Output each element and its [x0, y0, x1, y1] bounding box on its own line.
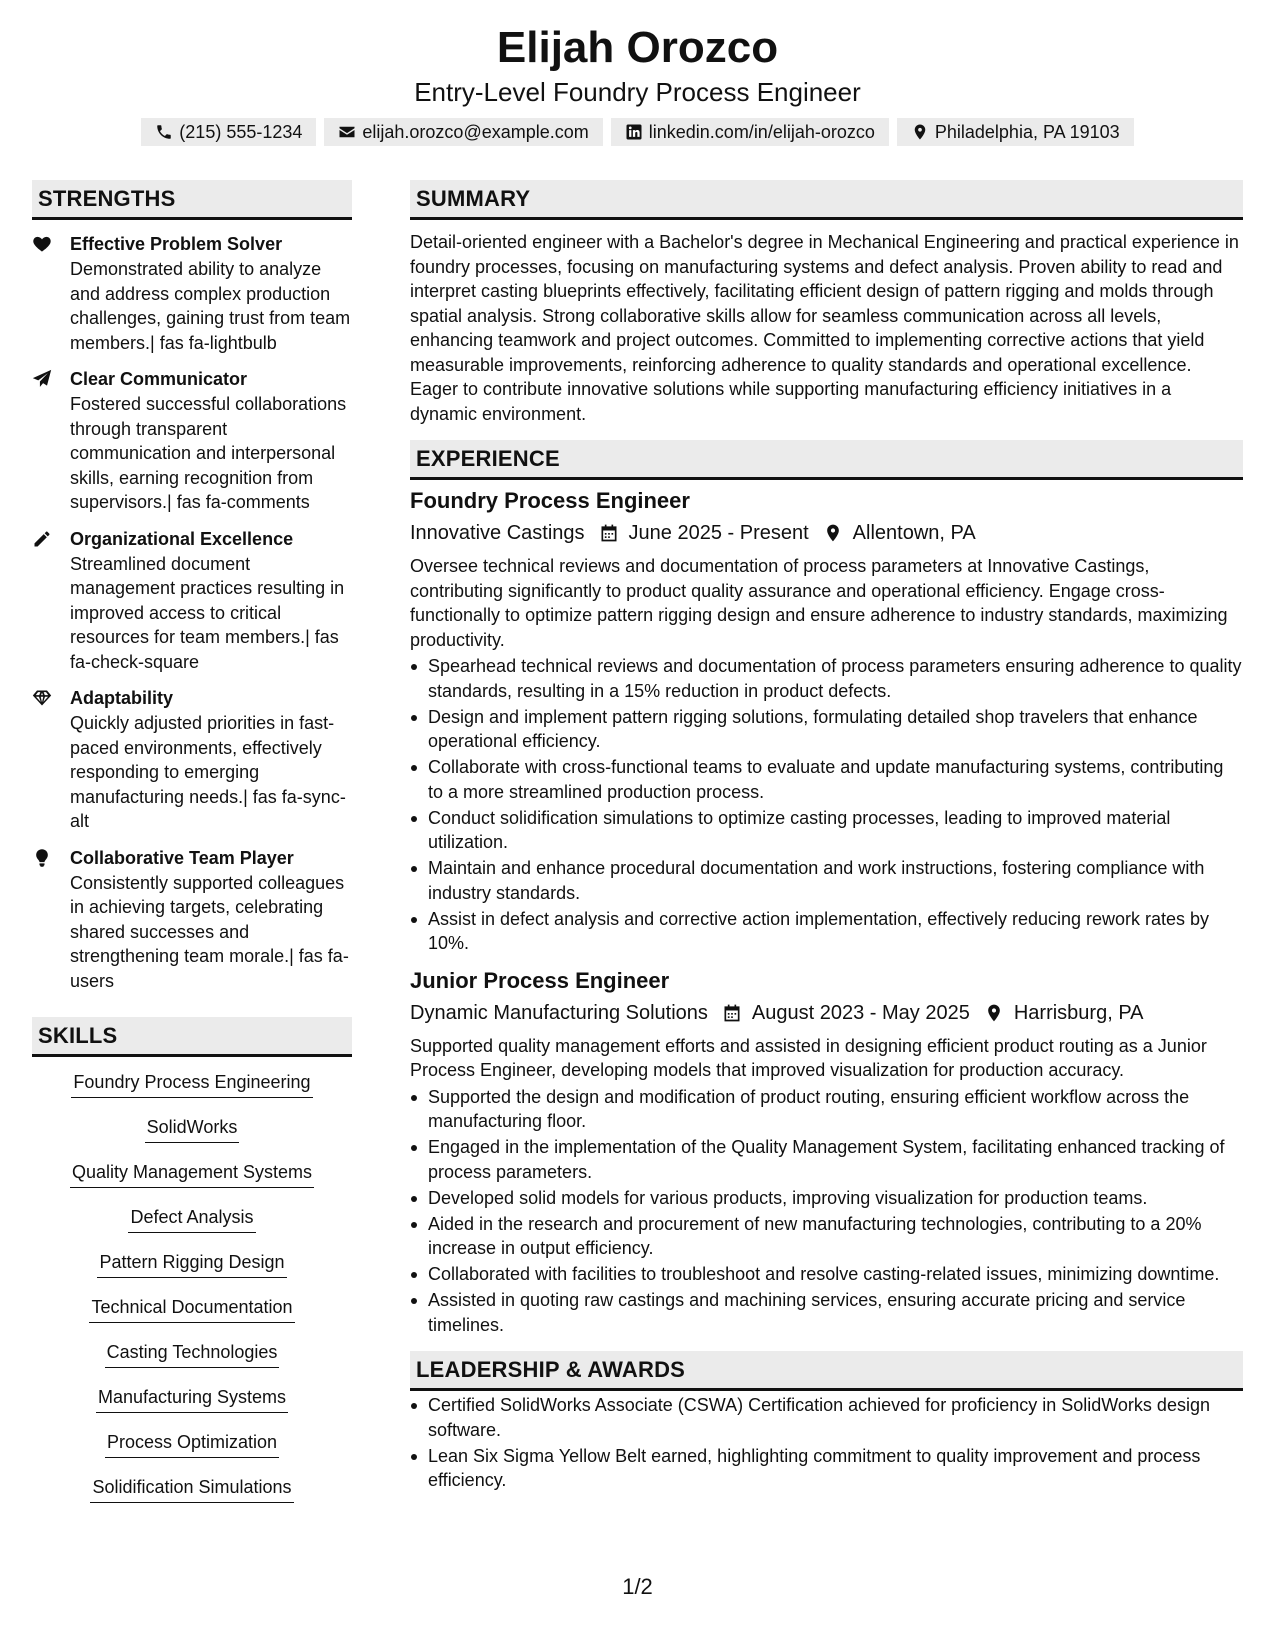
- contact-email-text: elijah.orozco@example.com: [362, 122, 589, 142]
- strength-title: Clear Communicator: [70, 369, 248, 389]
- skill-tag: SolidWorks: [145, 1114, 240, 1143]
- envelope-icon: [338, 123, 356, 141]
- job-dates: June 2025 - Present: [628, 522, 809, 544]
- gem-icon: [32, 686, 70, 834]
- bullet-item: Design and implement pattern rigging solutions, formulating detailed shop travelers that enhance operational efficiency.: [428, 705, 1243, 754]
- strength-description: Demonstrated ability to analyze and address complex production challenges, gaining trust from team members.| fas fa-lightbulb: [70, 259, 351, 353]
- strength-item: [32, 232, 352, 355]
- strength-item: [32, 527, 352, 675]
- right-column: [410, 180, 1243, 1494]
- skill-tag: Defect Analysis: [128, 1204, 255, 1233]
- skill-tag: Casting Technologies: [105, 1339, 280, 1368]
- skill-tag: Technical Documentation: [89, 1294, 294, 1323]
- calendar-icon: [585, 523, 629, 543]
- experience-heading: EXPERIENCE: [410, 440, 1243, 480]
- bullet-item: Assist in defect analysis and corrective action implementation, effectively reducing rework rates by 10%.: [428, 907, 1243, 956]
- strength-item: [32, 367, 352, 515]
- job-bullets: [410, 654, 1243, 956]
- bullet-item: Collaborated with facilities to troubleshoot and resolve casting-related issues, minimizing downtime.: [428, 1262, 1243, 1287]
- job-location: Allentown, PA: [852, 522, 976, 544]
- company-name: Dynamic Manufacturing Solutions: [410, 1001, 708, 1024]
- bullet-item: Developed solid models for various products, improving visualization for production teams.: [428, 1186, 1243, 1211]
- linkedin-icon: [625, 123, 643, 141]
- contact-linkedin[interactable]: [611, 118, 889, 146]
- paper-plane-icon: [32, 367, 70, 515]
- skills-heading: SKILLS: [32, 1017, 352, 1057]
- bullet-item: Maintain and enhance procedural documentation and work instructions, fostering compliance with industry standards.: [428, 856, 1243, 905]
- map-pin-icon: [970, 1003, 1014, 1023]
- bullet-item: Assisted in quoting raw castings and machining services, ensuring accurate pricing and service timelines.: [428, 1288, 1243, 1337]
- summary-text: Detail-oriented engineer with a Bachelor's degree in Mechanical Engineering and practical experience in foundry processes, focusing on manufacturing systems and defect analysis. Proven ability to read and interpret casting blueprints effectively, facilitating efficient design of pattern rigging and molds through spatial analysis. Strong collaborative skills allow for seamless communication across all levels, enhancing teamwork and project outcomes. Committed to implementing corrective actions that yield measurable improvements, reinforcing adherence to quality standards and operational excellence. Eager to contribute innovative solutions while supporting manufacturing efficiency initiatives in a dynamic environment.: [410, 232, 1239, 424]
- skill-tag: Foundry Process Engineering: [71, 1069, 312, 1098]
- skill-tag: Solidification Simulations: [90, 1474, 293, 1503]
- strength-description: Streamlined document management practices resulting in improved access to critical resources for team members.| fas fa-check-square: [70, 553, 345, 672]
- job-dates: August 2023 - May 2025: [751, 1001, 970, 1024]
- contact-bar: [0, 118, 1275, 146]
- job-bullets: [410, 1085, 1243, 1338]
- contact-email[interactable]: [324, 118, 602, 146]
- strength-title: Organizational Excellence: [70, 528, 294, 549]
- left-column: [32, 180, 352, 1519]
- strength-title: Effective Problem Solver: [70, 234, 283, 254]
- contact-phone-text: (215) 555-1234: [179, 122, 303, 142]
- award-item: Certified SolidWorks Associate (CSWA) Certification achieved for proficiency in SolidWorks design software.: [428, 1393, 1243, 1442]
- strength-description: Quickly adjusted priorities in fast-paced environments, effectively responding to emerging manufacturing needs.| fas fa-sync-alt: [70, 713, 346, 831]
- job-location: Harrisburg, PA: [1013, 1001, 1144, 1024]
- contact-location: [897, 118, 1134, 146]
- phone-icon: [155, 123, 173, 141]
- candidate-name: Elijah Orozco: [496, 23, 779, 72]
- job-entry: [410, 486, 1243, 956]
- skill-tag: Manufacturing Systems: [96, 1384, 288, 1413]
- job-description: Oversee technical reviews and documentation of process parameters at Innovative Castings, contributing significantly to product quality assurance and operational efficiency. Engage cross-functionally to optimize pattern rigging design and ensure adherence to industry standards, maximizing productivity.: [410, 556, 1228, 650]
- skill-tag: Pattern Rigging Design: [97, 1249, 286, 1278]
- company-name: Innovative Castings: [410, 522, 585, 544]
- bullet-item: Supported the design and modification of product routing, ensuring efficient workflow across the manufacturing floor.: [428, 1085, 1243, 1134]
- strength-item: [32, 686, 352, 834]
- summary-heading: SUMMARY: [410, 180, 1243, 220]
- skills-list: [32, 1069, 352, 1519]
- heart-icon: [32, 232, 70, 355]
- job-description: Supported quality management efforts and assisted in designing efficient product routing as a Junior Process Engineer, developing models that improved visualization for production accuracy.: [410, 1035, 1207, 1080]
- resume-header: [0, 22, 1275, 146]
- leadership-heading: LEADERSHIP & AWARDS: [410, 1351, 1243, 1391]
- page-number: 1/2: [622, 1574, 653, 1599]
- strengths-heading: STRENGTHS: [32, 180, 352, 220]
- map-pin-icon: [911, 123, 929, 141]
- job-meta: [410, 518, 1243, 548]
- contact-phone[interactable]: [141, 118, 316, 146]
- bullet-item: Conduct solidification simulations to optimize casting processes, leading to improved material utilization.: [428, 806, 1243, 855]
- strength-item: [32, 846, 352, 994]
- job-meta: [410, 998, 1243, 1028]
- map-pin-icon: [809, 523, 853, 543]
- skill-tag: Process Optimization: [105, 1429, 279, 1458]
- skill-tag: Quality Management Systems: [70, 1159, 314, 1188]
- job-title: Foundry Process Engineer: [410, 488, 690, 513]
- bullet-item: Aided in the research and procurement of new manufacturing technologies, contributing to a 20% increase in output efficiency.: [428, 1212, 1243, 1261]
- job-title: Junior Process Engineer: [410, 967, 670, 993]
- bullet-item: Engaged in the implementation of the Quality Management System, facilitating enhanced tracking of process parameters.: [428, 1135, 1243, 1184]
- job-entry: [410, 966, 1243, 1338]
- lightbulb-icon: [32, 846, 70, 994]
- contact-linkedin-text: linkedin.com/in/elijah-orozco: [648, 122, 875, 142]
- bullet-item: Spearhead technical reviews and documentation of process parameters ensuring adherence to quality standards, resulting in a 15% reduction in product defects.: [428, 654, 1243, 703]
- strength-title: Adaptability: [70, 688, 174, 708]
- strength-description: Consistently supported colleagues in achieving targets, celebrating shared successes and strengthening team morale.| fas fa-users: [70, 872, 349, 991]
- contact-location-text: Philadelphia, PA 19103: [934, 122, 1120, 142]
- award-item: Lean Six Sigma Yellow Belt earned, highlighting commitment to quality improvement and process efficiency.: [428, 1444, 1243, 1493]
- candidate-role: Entry-Level Foundry Process Engineer: [414, 77, 861, 107]
- pencil-icon: [32, 527, 70, 675]
- leadership-list: [410, 1393, 1243, 1493]
- strength-title: Collaborative Team Player: [70, 847, 294, 868]
- strength-description: Fostered successful collaborations through transparent communication and interpersonal skills, earning recognition from supervisors.| fas fa-comments: [70, 394, 347, 512]
- bullet-item: Collaborate with cross-functional teams to evaluate and update manufacturing systems, contributing to a more streamlined production process.: [428, 755, 1243, 804]
- calendar-icon: [708, 1003, 752, 1023]
